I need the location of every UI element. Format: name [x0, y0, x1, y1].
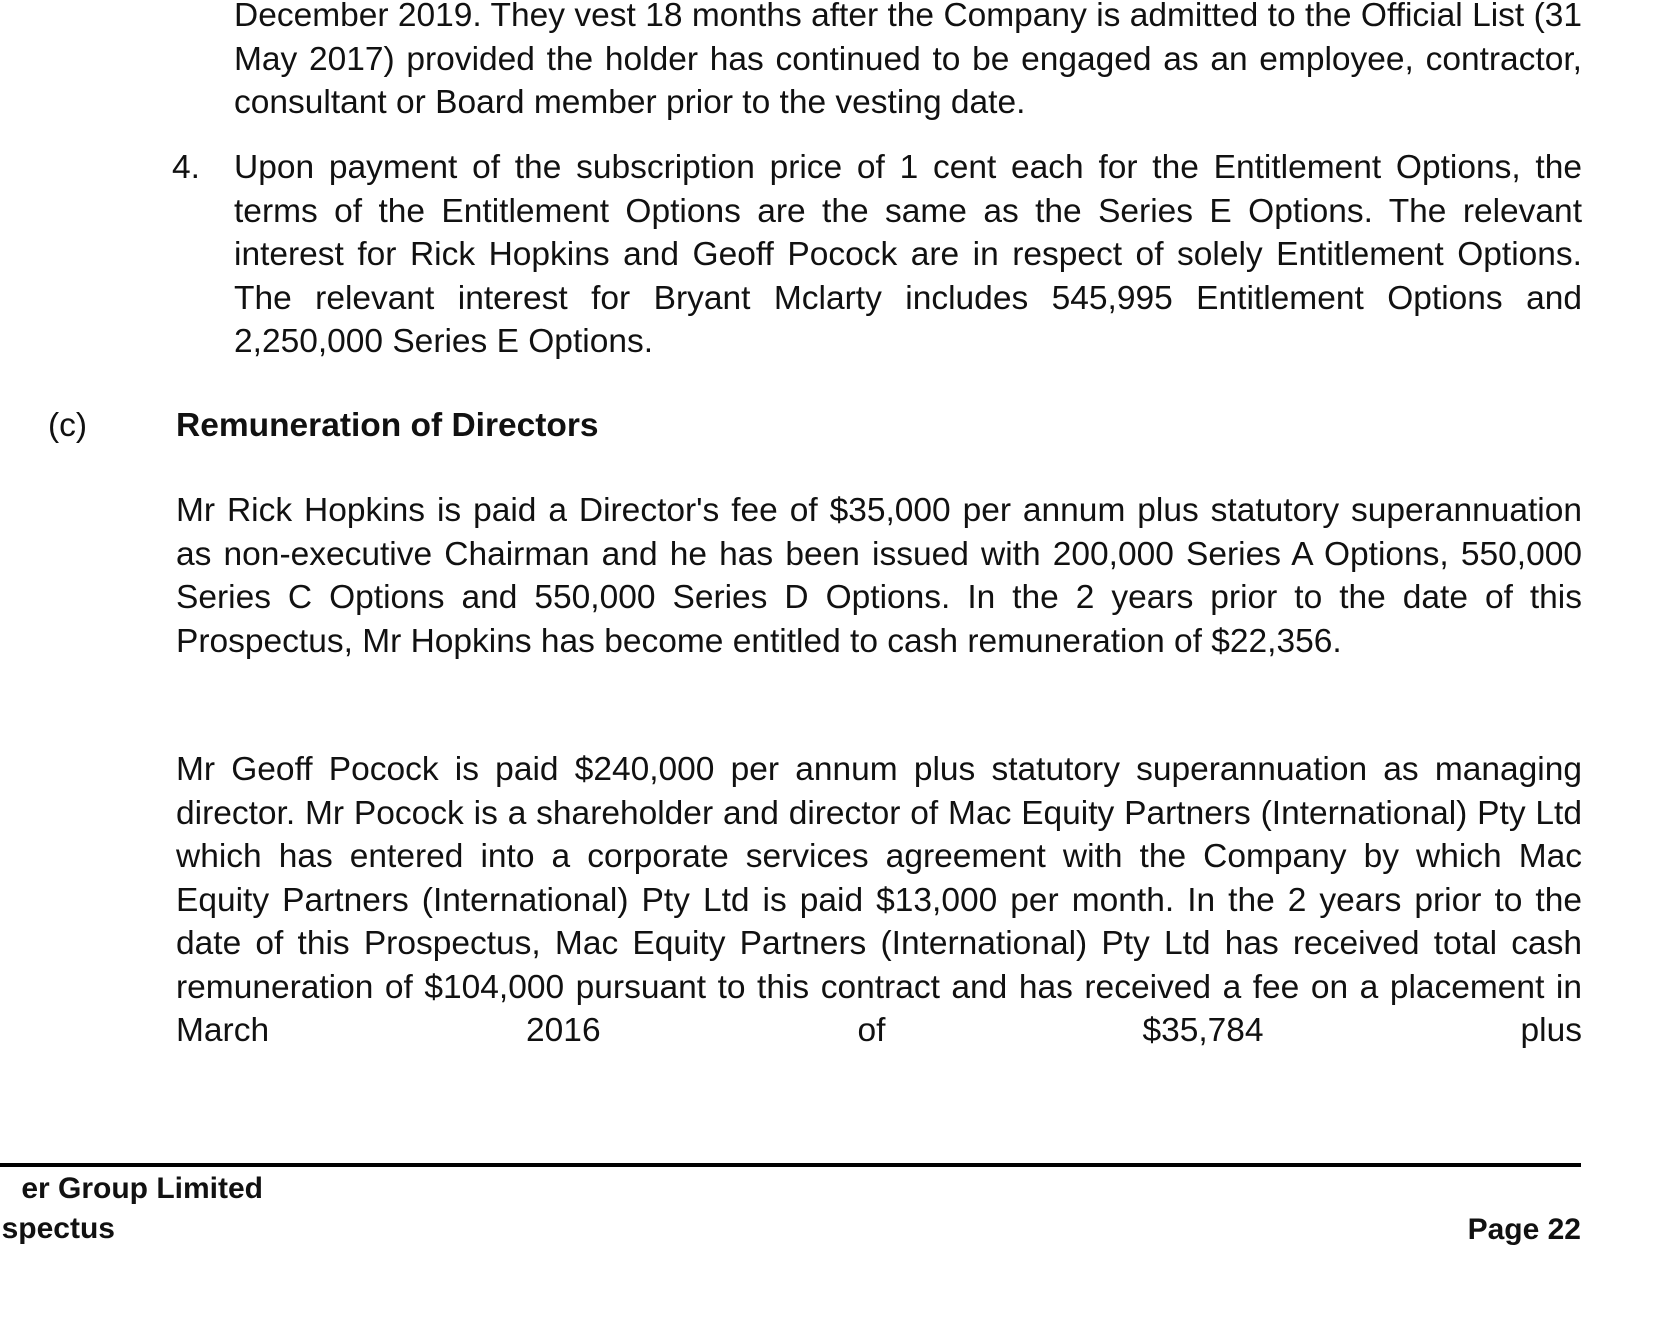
item-4-text: Upon payment of the subscription price of 1 cent each for the Entitlement Options, the terms of the Entitlement Options are the same as the Series E Options. The relevant interest for Rick Hopkins and Geoff Pocock are in respect of solely Entitlement Options. The relevant interest for Bryant Mclarty includes 545,995 Entitlement Options and 2,250,000 Series E Options. — [234, 149, 1582, 360]
section-heading: Remuneration of Directors — [176, 407, 599, 444]
footer-company-name: er Group Limited — [21, 1172, 263, 1205]
section-letter: (c) — [48, 407, 88, 444]
item-3-continuation-text: December 2019. They vest 18 months after the Company is admitted to the Official List (31 May 2017) provided the holder has continued to be engaged as an employee, contractor, consultant or Board member prior to the vesting date. — [234, 0, 1582, 121]
hopkins-remuneration-paragraph: Mr Rick Hopkins is paid a Director's fee of $35,000 per annum plus statutory superannuation as non-executive Chairman and he has been issued with 200,000 Series A Options, 550,000 Series C Options and 550,000 Series D Options. In the 2 years prior to the date of this Prospectus, Mr Hopkins has become entitled to cash remuneration of $22,356. — [176, 492, 1582, 660]
footer-divider — [0, 1163, 1581, 1167]
item-4-number: 4. — [172, 149, 200, 186]
footer-page-number: Page 22 — [1467, 1213, 1581, 1246]
footer-document-title: spectus — [1, 1212, 115, 1245]
pocock-remuneration-paragraph: Mr Geoff Pocock is paid $240,000 per annum plus statutory superannuation as managing director. Mr Pocock is a shareholder and director of Mac Equity Partners (International) Pty Ltd which has entered into a corporate services agreement with the Company by which Mac Equity Partners (International) Pty Ltd is paid $13,000 per month. In the 2 years prior to the date of this Prospectus, Mac Equity Partners (International) Pty Ltd has received total cash remuneration of $104,000 pursuant to this contract and has received a fee on a placement in March 2016 of $35,784 plus — [176, 751, 1582, 1049]
